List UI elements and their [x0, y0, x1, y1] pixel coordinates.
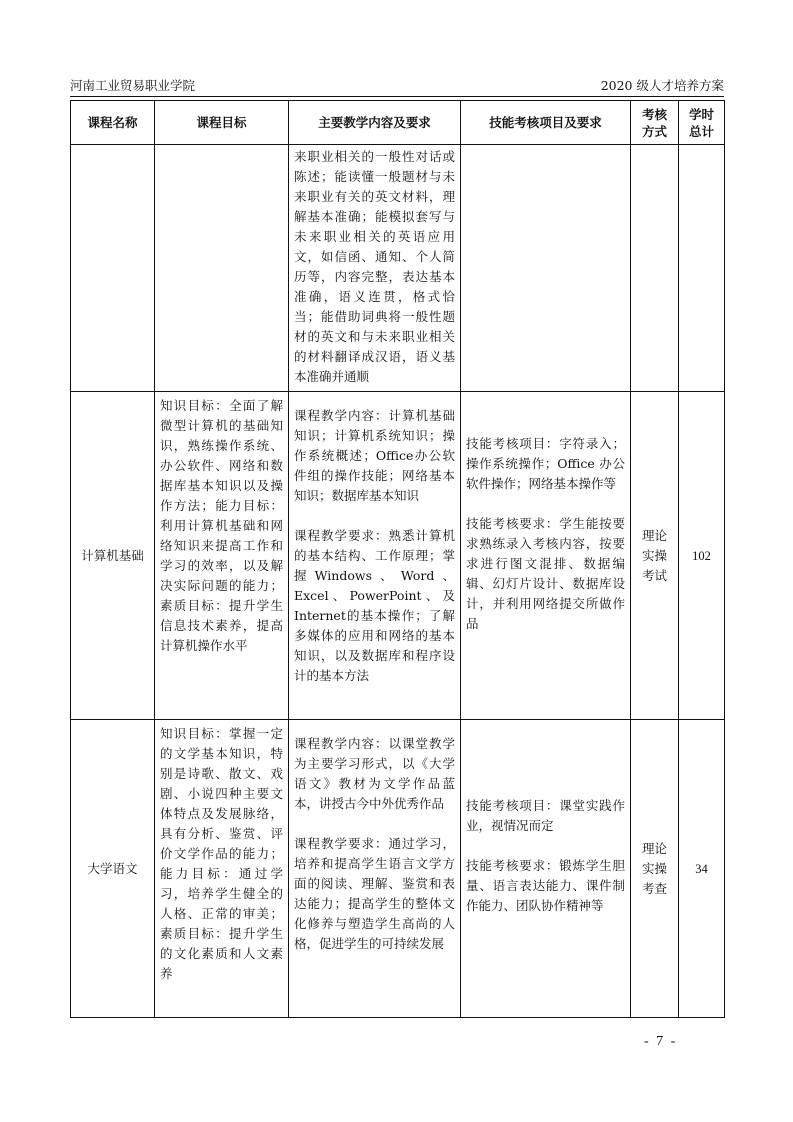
column-header-assessment: 考核 方式 [631, 101, 679, 145]
course-goal-cell: 知识目标：掌握一定的文学基本知识，特别是诗歌、散文、戏剧、小说四种主要文体特点及发展脉络，具有分析、鉴赏、评价文学作品的能力；能力目标：通过学习，培养学生健全的人格、正常的审美；素质目标：提升学生的文化素质和人文素养 [155, 720, 289, 1018]
course-goal-cell: 知识目标：全面了解微型计算机的基础知识，熟练操作系统、办公软件、网络和数据库基本知识以及操作方法；能力目标：利用计算机基础和网络知识来提高工作和学习的效率，以及解决实际问题的能力；素质目标：提升学生信息技术素养，提高计算机操作水平 [155, 392, 289, 720]
assessment-cell: 理论 实操 考查 [631, 720, 679, 1018]
institution-name: 河南工业贸易职业学院 [70, 78, 196, 93]
skill-item-text: 技能考核项目：字符录入；操作系统操作；Office 办公软件操作；网络基本操作等 [466, 436, 625, 491]
requirement-text: 课程教学要求：通过学习，培养和提高学生语言文学方面的阅读、理解、鉴赏和表达能力；提高学生的整体文化修养与塑造学生高尚的人格，促进学生的可持续发展 [294, 836, 455, 951]
content-text: 课程教学内容：计算机基础知识；计算机系统知识；操作系统概述；Office办公软件组的操作技能；网络基本知识；数据库基本知识 [294, 408, 455, 503]
skill-requirement-text: 技能考核要求：锻炼学生胆量、语言表达能力、课件制作能力、团队协作精神等 [466, 858, 625, 913]
header-divider [70, 96, 724, 97]
table-header-row [71, 101, 725, 145]
content-cell [289, 720, 461, 1018]
skill-requirement-text: 技能考核要求：学生能按要求熟练录入考核内容，按要求进行图文混排、数据编辑、幻灯片设计、数据库设计，并利用网络提交所做作品 [466, 516, 625, 631]
course-goal-cell [155, 145, 289, 392]
skill-cell [461, 720, 631, 1018]
table-row [71, 720, 725, 1018]
column-header-skill: 技能考核项目及要求 [461, 101, 631, 145]
content-cell [289, 392, 461, 720]
skill-cell [461, 392, 631, 720]
course-name-cell [71, 145, 155, 392]
content-text: 来职业相关的一般性对话或陈述；能读懂一般题材与未来职业有关的英文材料，理解基本准确；能模拟套写与未来职业相关的英语应用文，如信函、通知、个人简历等，内容完整，表达基本准确，语义连贯，格式恰当；能借助词典将一般性题材的英文和与未来职业相关的材料翻译成汉语，语义基本准确并通顺 [294, 149, 455, 384]
skill-item-text: 技能考核项目：课堂实践作业，视情况而定 [466, 798, 625, 833]
page-header [70, 76, 724, 96]
course-name-cell: 计算机基础 [71, 392, 155, 720]
column-header-course-goal: 课程目标 [155, 101, 289, 145]
hours-cell: 102 [679, 392, 725, 720]
content-text: 课程教学内容：以课堂教学为主要学习形式，以《大学语文》教材为文学作品蓝本，讲授古今中外优秀作品 [294, 736, 455, 811]
course-name-cell: 大学语文 [71, 720, 155, 1018]
skill-cell [461, 145, 631, 392]
column-header-course-name: 课程名称 [71, 101, 155, 145]
column-header-content: 主要教学内容及要求 [289, 101, 461, 145]
assessment-cell [631, 145, 679, 392]
document-title: 2020 级人才培养方案 [600, 78, 724, 93]
table-row [71, 392, 725, 720]
requirement-text: 课程教学要求：熟悉计算机的基本结构、工作原理；掌握Windows、Word、Excel、PowerPoint、及 Internet的基本操作；了解多媒体的应用和网络的基本知识，以及数据库和程序设计的基本方法 [294, 528, 455, 683]
course-table [70, 100, 725, 1018]
hours-cell: 34 [679, 720, 725, 1018]
column-header-hours: 学时 总计 [679, 101, 725, 145]
hours-cell [679, 145, 725, 392]
table-row [71, 145, 725, 392]
assessment-cell: 理论 实操 考试 [631, 392, 679, 720]
page-number: - 7 - [644, 1034, 678, 1049]
content-cell [289, 145, 461, 392]
